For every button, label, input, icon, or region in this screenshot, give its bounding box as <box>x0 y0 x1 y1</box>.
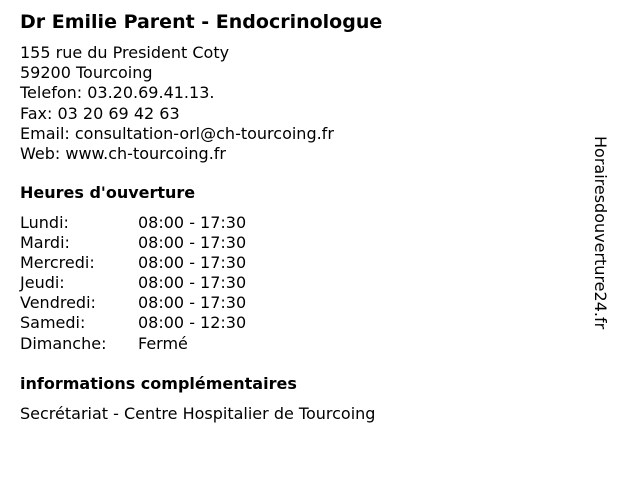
phone-number: Telefon: 03.20.69.41.13. <box>20 83 215 103</box>
page-title: Dr Emilie Parent - Endocrinologue <box>20 11 383 33</box>
time-value: 08:00 - 17:30 <box>138 213 247 232</box>
day-label: Vendredi: <box>20 293 96 313</box>
time-value: 08:00 - 17:30 <box>138 293 247 313</box>
info-heading: informations complémentaires <box>20 374 297 393</box>
address-city: 59200 Tourcoing <box>20 63 153 83</box>
fax-number: Fax: 03 20 69 42 63 <box>20 103 180 123</box>
website: Web: www.ch-tourcoing.fr <box>20 144 226 164</box>
day-label: Dimanche: <box>20 333 107 353</box>
site-watermark: Horairesdouverture24.fr <box>591 136 610 330</box>
time-value: 08:00 - 12:30 <box>138 313 247 333</box>
hours-heading: Heures d'ouverture <box>20 183 196 202</box>
day-label: Mardi: <box>20 233 70 253</box>
info-text: Secrétariat - Centre Hospitalier de Tourcoing <box>20 404 376 423</box>
day-label: Jeudi: <box>20 273 65 293</box>
email-address: Email: consultation-orl@ch-tourcoing.fr <box>20 123 334 143</box>
time-value: 08:00 - 17:30 <box>138 273 247 293</box>
address-street: 155 rue du President Coty <box>20 43 230 62</box>
day-label: Lundi: <box>20 213 69 232</box>
time-value: 08:00 - 17:30 <box>138 233 247 253</box>
day-label: Mercredi: <box>20 253 95 273</box>
day-label: Samedi: <box>20 313 86 333</box>
contact-block <box>20 43 334 164</box>
time-value: 08:00 - 17:30 <box>138 253 247 273</box>
time-value: Fermé <box>138 333 188 353</box>
